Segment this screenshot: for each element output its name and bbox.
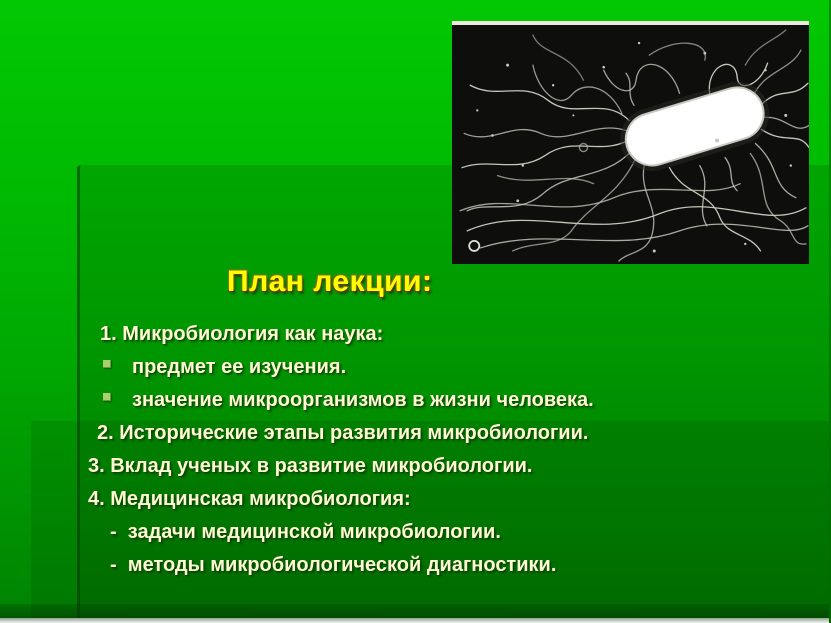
bullet-square-icon	[103, 360, 111, 368]
plan-item-4	[85, 417, 825, 450]
slide-title: План лекции:	[227, 265, 433, 298]
slide-bottom-dark-edge	[0, 604, 829, 618]
plan-item-6	[85, 483, 825, 516]
bacterium-micrograph-drawing	[452, 25, 809, 264]
plan-item-2	[85, 351, 825, 384]
plan-item-7	[85, 516, 825, 549]
plan-item-text: 4. Медицинская микробиология:	[88, 488, 411, 510]
plan-item-text: 1. Микробиология как наука:	[100, 323, 384, 345]
plan-item-text: 2. Исторические этапы развития микробиологии.	[97, 422, 589, 444]
plan-item-text: предмет ее изучения.	[132, 356, 347, 378]
lecture-plan-list	[85, 318, 825, 582]
plan-item-text: - задачи медицинской микробиологии.	[110, 521, 501, 543]
bacterium-flagella-micrograph	[452, 21, 809, 264]
plan-item-5	[85, 450, 825, 483]
plan-item-8	[85, 549, 825, 582]
slide-bottom-light-edge	[0, 618, 829, 623]
plan-item-1	[85, 318, 825, 351]
bullet-square-icon	[103, 393, 111, 401]
plan-item-text: - методы микробиологической диагностики.	[110, 554, 557, 576]
plan-item-3	[85, 384, 825, 417]
plan-item-text: 3. Вклад ученых в развитие микробиологии.	[88, 455, 533, 477]
plan-item-text: значение микроорганизмов в жизни человека.	[132, 389, 594, 411]
